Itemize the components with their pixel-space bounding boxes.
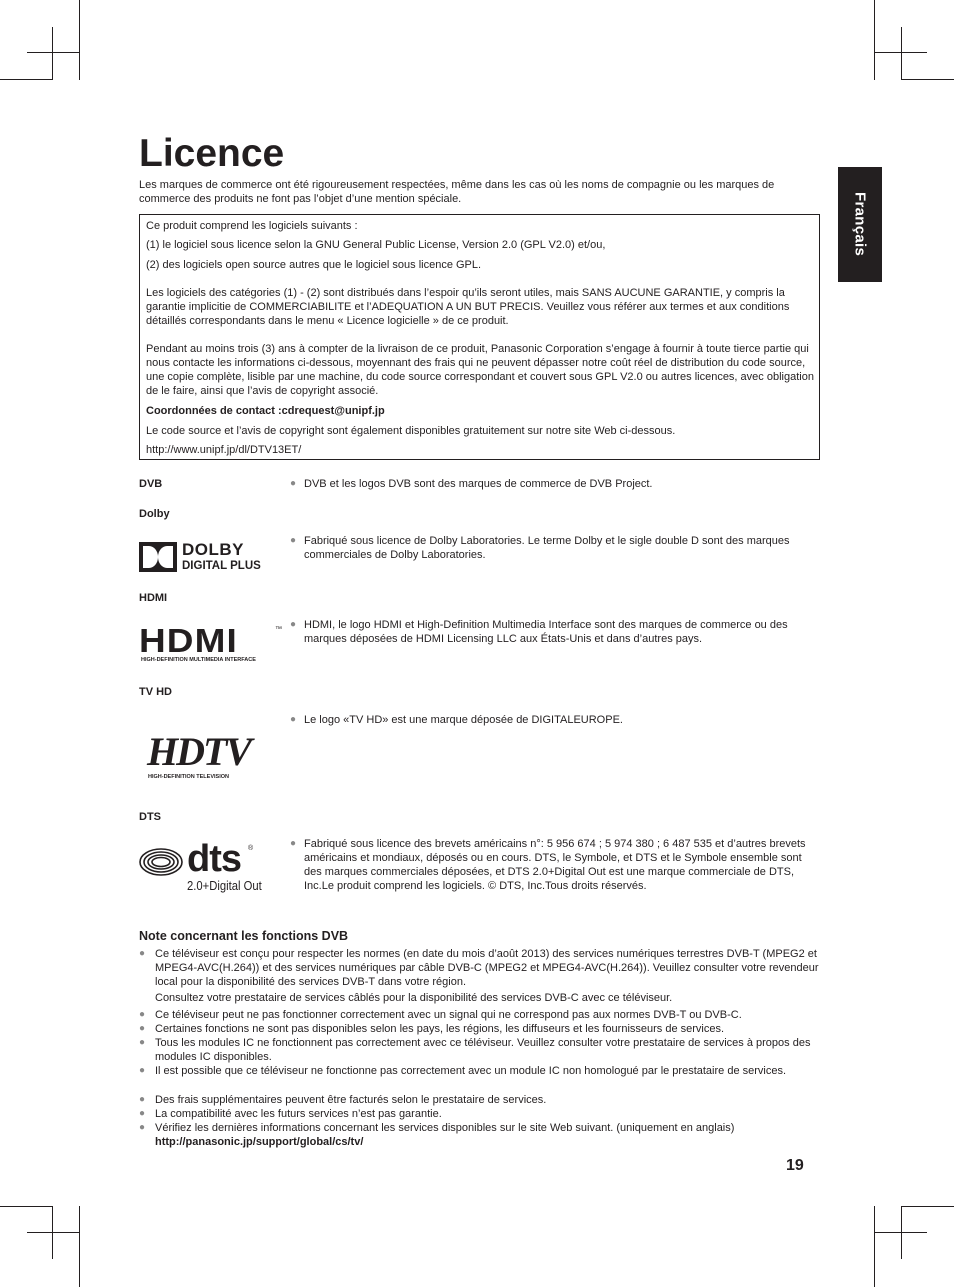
bullet-icon: ● [290,838,297,849]
box-url: http://www.unipf.jp/dl/DTV13ET/ [146,444,302,456]
box-source-paragraph: Pendant au moins trois (3) ans à compter de la livraison de ce produit, Panasonic Corporation s’engage à fournir à toute tierce partie qui nous contacte les informations ci-dessous, moyennant des frais qui ne peuvent dépasser notre coût réel de distribution du code source, une copie complète, lisible par une machine, du code source correspondant et couvert sous GPL V2.0 ou autres licences, avec obligation de le faire, ainsi que l’avis de copyright associé. [146,343,814,397]
dolby-logo [139,540,279,576]
box-line-3: (2) des logiciels open source autres que le logiciel sous licence GPL. [146,259,482,271]
crop-mark [79,0,80,80]
bullet-icon: ● [139,1037,146,1048]
hdmi-text: HDMI, le logo HDMI et High-Definition Multimedia Interface sont des marques de commerce ou des marques déposées de HDMI Licensing LLC aux États-Unis et dans d’autres pays. [304,619,788,645]
bullet-icon: ● [139,948,146,959]
dolby-label: Dolby [139,508,170,520]
bullet-icon: ● [139,1023,146,1034]
dolby-logo-sub: DIGITAL PLUS [182,560,261,572]
crop-mark [0,79,53,80]
dvb-text: DVB et les logos DVB sont des marques de commerce de DVB Project. [304,478,653,490]
note-item-text: Des frais supplémentaires peuvent être facturés selon le prestataire de services. [155,1094,547,1106]
note-item-text: Ce téléviseur peut ne pas fonctionner correctement avec un signal qui ne correspond pas aux normes DVB-T ou DVB-C. [155,1009,742,1021]
crop-mark [901,27,902,80]
note-item-text: Vérifiez les dernières informations concernant les services disponibles sur le site Web suivant. (uniquement en anglais) [155,1122,735,1134]
hdmi-logo [139,622,285,668]
dts-logo-word: dts [187,838,241,880]
note-item-text: Ce téléviseur est conçu pour respecter les normes (en date du mois d’août 2013) des services numériques terrestres DVB-T (MPEG2 et MPEG4-AVC(H.264)) et des services numériques par câble DVB-C (MPEG2 et MPEG4-AVC(H.264)). Veuillez consulter votre revendeur local pour la disponibilité des services DVB-T dans votre région. [155,948,819,988]
crop-mark [901,1206,902,1259]
tvhd-text: Le logo «TV HD» est une marque déposée de DIGITALEUROPE. [304,714,623,726]
note-item-text: Tous les modules IC ne fonctionnent pas correctement avec ce téléviseur. Veuillez consulter votre prestataire de services à propos des modules IC disponibles. [155,1037,811,1063]
note-heading: Note concernant les fonctions DVB [139,929,349,943]
box-website-paragraph: Le code source et l’avis de copyright sont également disponibles gratuitement sur notre site Web ci-dessous. [146,425,676,437]
page-number: 19 [786,1157,804,1174]
box-contact: Coordonnées de contact :cdrequest@unipf.jp [146,405,385,417]
hdmi-logo-word: HDMI [139,622,238,659]
crop-mark [27,52,80,53]
license-info-box [139,214,820,460]
crop-mark [874,1206,875,1287]
crop-mark [27,1232,80,1233]
hdmi-label: HDMI [139,592,168,604]
crop-mark [52,27,53,80]
bullet-icon: ● [290,478,297,489]
bullet-icon: ● [139,1065,146,1076]
page-title: Licence [139,132,285,175]
crop-mark [0,1206,53,1207]
note-item-text: La compatibilité avec les futurs services n’est pas garantie. [155,1108,442,1120]
dolby-logo-word: DOLBY [182,540,244,559]
support-url: http://panasonic.jp/support/global/cs/tv/ [155,1136,364,1148]
crop-mark [901,79,954,80]
dts-label: DTS [139,811,161,823]
bullet-icon: ● [139,1108,146,1119]
language-side-tab [838,167,882,282]
dts-symbol-icon [139,847,183,877]
note-item-text: Certaines fonctions ne sont pas disponibles selon les pays, les régions, les diffuseurs et les fournisseurs de services. [155,1023,725,1035]
bullet-icon: ● [290,535,297,546]
hdtv-logo-word: HDTV [147,729,251,774]
crop-mark [874,0,875,80]
note-item-text-cont: Consultez votre prestataire de services câblés pour la disponibilité des services DVB-C avec ce téléviseur. [155,992,673,1004]
intro-paragraph: Les marques de commerce ont été rigoureusement respectées, même dans les cas où les noms de compagnie ou les marques de commerce des produits ne font pas l’objet d’une mention spéciale. [139,179,775,205]
crop-mark [901,1206,954,1207]
bullet-icon: ● [290,714,297,725]
hdmi-logo-sub: HIGH-DEFINITION MULTIMEDIA INTERFACE [141,657,256,663]
hdtv-logo-sub: HIGH-DEFINITION TELEVISION [148,774,229,780]
bullet-icon: ● [290,619,297,630]
hdtv-logo [139,730,267,784]
language-tab-label: Français [851,192,869,257]
note-item-text: Il est possible que ce téléviseur ne fonctionne pas correctement avec un module IC non homologué par le prestataire de services. [155,1065,787,1077]
box-line-2: (1) le logiciel sous licence selon la GNU General Public License, Version 2.0 (GPL V2.0) et/ou, [146,239,606,251]
dts-text: Fabriqué sous licence des brevets américains n°: 5 956 674 ; 5 974 380 ; 6 487 535 et d’autres brevets américains et mondiaux, déposés ou en cours. DTS, le Symbole, et DTS et le Symbole ensemble sont des marques commerciales déposées, et DTS 2.0+Digital Out est une marque commerciale de DTS, Inc.Le produit comprend les logiciels. © DTS, Inc.Tous droits réservés. [304,838,806,892]
crop-mark [52,1206,53,1259]
box-line-1: Ce produit comprend les logiciels suivants : [146,220,358,232]
bullet-icon: ● [139,1009,146,1020]
dts-logo-sub: 2.0+Digital Out [187,879,262,893]
dolby-text: Fabriqué sous licence de Dolby Laboratories. Le terme Dolby et le sigle double D sont des marques commerciales de Dolby Laboratories. [304,535,790,561]
hdmi-logo-tm: ™ [275,626,282,633]
dts-logo [139,838,279,897]
bullet-icon: ● [139,1122,146,1133]
dts-logo-reg: ® [248,845,254,852]
crop-mark [79,1206,80,1287]
dvb-label: DVB [139,478,163,490]
bullet-icon: ● [139,1094,146,1105]
box-warranty-paragraph: Les logiciels des catégories (1) - (2) sont distribués dans l’espoir qu’ils seront utiles, mais SANS AUCUNE GARANTIE, y compris la garantie implicitie de COMMERCIABILITE et l’ADEQUATION A UN BUT PRECIS. Veuillez vous référer aux termes et aux conditions détaillés correspondants dans le menu « Licence logicielle » de ce produit. [146,287,790,327]
tvhd-label: TV HD [139,686,172,698]
